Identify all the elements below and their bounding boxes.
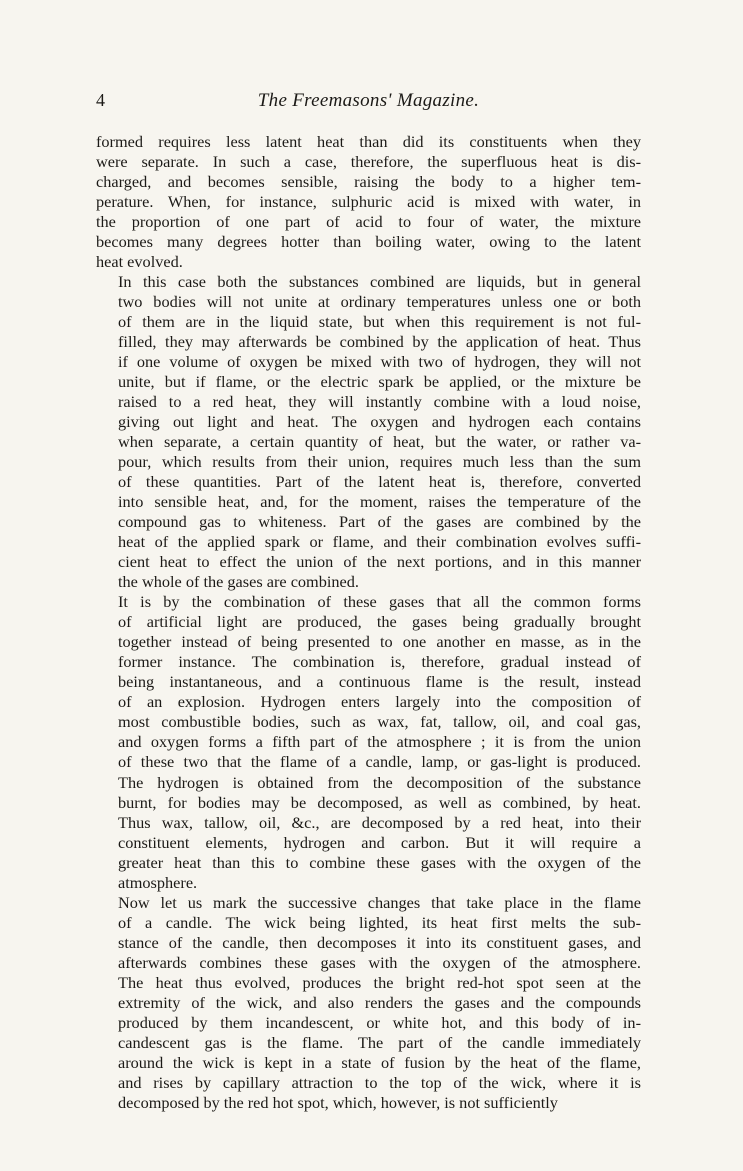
text-line: The hydrogen is obtained from the decomposition of the substance	[118, 772, 641, 792]
text-line: unite, but if flame, or the electric spark be applied, or the mixture be	[118, 372, 641, 392]
text-line: being instantaneous, and a continuous flame is the result, instead	[118, 672, 641, 692]
text-line: extremity of the wick, and also renders the gases and the compounds	[118, 992, 641, 1012]
page-number: 4	[96, 90, 105, 110]
text-line: raised to a red heat, they will instantly combine with a loud noise,	[118, 392, 641, 412]
text-line: In this case both the substances combined are liquids, but in general	[118, 272, 641, 292]
text-line: together instead of being presented to one another en masse, as in the	[118, 632, 641, 652]
text-line: It is by the combination of these gases that all the common forms	[118, 592, 641, 612]
text-line: the proportion of one part of acid to four of water, the mixture	[96, 212, 641, 232]
paragraph	[96, 893, 641, 1113]
text-line: Thus wax, tallow, oil, &c., are decomposed by a red heat, into their	[118, 812, 641, 832]
text-line: of these two that the flame of a candle, lamp, or gas-light is produced.	[118, 752, 641, 772]
text-line: burnt, for bodies may be decomposed, as well as combined, by heat.	[118, 792, 641, 812]
text-line: of them are in the liquid state, but when this requirement is not ful-	[118, 312, 641, 332]
text-line: were separate. In such a case, therefore, the superfluous heat is dis-	[96, 152, 641, 172]
text-line: the whole of the gases are combined.	[118, 572, 359, 592]
text-line: and oxygen forms a fifth part of the atmosphere ; it is from the union	[118, 732, 641, 752]
text-line: if one volume of oxygen be mixed with two of hydrogen, they will not	[118, 352, 641, 372]
text-line: into sensible heat, and, for the moment, raises the temperature of the	[118, 492, 641, 512]
text-line: around the wick is kept in a state of fusion by the heat of the flame,	[118, 1052, 641, 1072]
paragraph	[96, 272, 641, 592]
text-line: of these quantities. Part of the latent heat is, therefore, converted	[118, 472, 641, 492]
page-header	[96, 90, 641, 116]
text-line: of artificial light are produced, the gases being gradually brought	[118, 612, 641, 632]
text-line: most combustible bodies, such as wax, fat, tallow, oil, and coal gas,	[118, 712, 641, 732]
text-line: of an explosion. Hydrogen enters largely into the composition of	[118, 692, 641, 712]
text-line: two bodies will not unite at ordinary temperatures unless one or both	[118, 292, 641, 312]
article-body	[96, 132, 641, 1113]
text-line: charged, and becomes sensible, raising the body to a higher tem-	[96, 172, 641, 192]
text-line: formed requires less latent heat than did its constituents when they	[96, 132, 641, 151]
text-line: candescent gas is the flame. The part of the candle immediately	[118, 1032, 641, 1052]
paragraph	[96, 132, 641, 272]
text-line: The heat thus evolved, produces the bright red-hot spot seen at the	[118, 972, 641, 992]
text-line: cient heat to effect the union of the next portions, and in this manner	[118, 552, 641, 572]
text-line: greater heat than this to combine these gases with the oxygen of the	[118, 852, 641, 872]
text-line: produced by them incandescent, or white hot, and this body of in-	[118, 1012, 641, 1032]
text-line: and rises by capillary attraction to the top of the wick, where it is	[118, 1072, 641, 1092]
text-line: giving out light and heat. The oxygen and hydrogen each contains	[118, 412, 641, 432]
running-title: The Freemasons' Magazine.	[257, 90, 480, 111]
text-line: Now let us mark the successive changes that take place in the flame	[118, 892, 641, 912]
text-line: afterwards combines these gases with the oxygen of the atmosphere.	[118, 952, 641, 972]
text-line: filled, they may afterwards be combined by the application of heat. Thus	[118, 332, 641, 352]
text-line: stance of the candle, then decomposes it into its constituent gases, and	[118, 932, 641, 952]
text-line: perature. When, for instance, sulphuric acid is mixed with water, in	[96, 192, 641, 212]
text-line: decomposed by the red hot spot, which, however, is not sufficiently	[118, 1092, 558, 1112]
text-line: constituent elements, hydrogen and carbon. But it will require a	[118, 832, 641, 852]
paragraph	[96, 592, 641, 892]
text-line: heat of the applied spark or flame, and their combination evolves suffi-	[118, 532, 641, 552]
text-line: becomes many degrees hotter than boiling water, owing to the latent	[96, 232, 641, 252]
text-line: pour, which results from their union, requires much less than the sum	[118, 452, 641, 472]
text-line: compound gas to whiteness. Part of the gases are combined by the	[118, 512, 641, 532]
text-line: atmosphere.	[118, 872, 198, 892]
text-line: of a candle. The wick being lighted, its heat first melts the sub-	[118, 912, 641, 932]
text-line: former instance. The combination is, therefore, gradual instead of	[118, 652, 641, 672]
text-line: heat evolved.	[96, 252, 183, 272]
text-line: when separate, a certain quantity of heat, but the water, or rather va-	[118, 432, 641, 452]
